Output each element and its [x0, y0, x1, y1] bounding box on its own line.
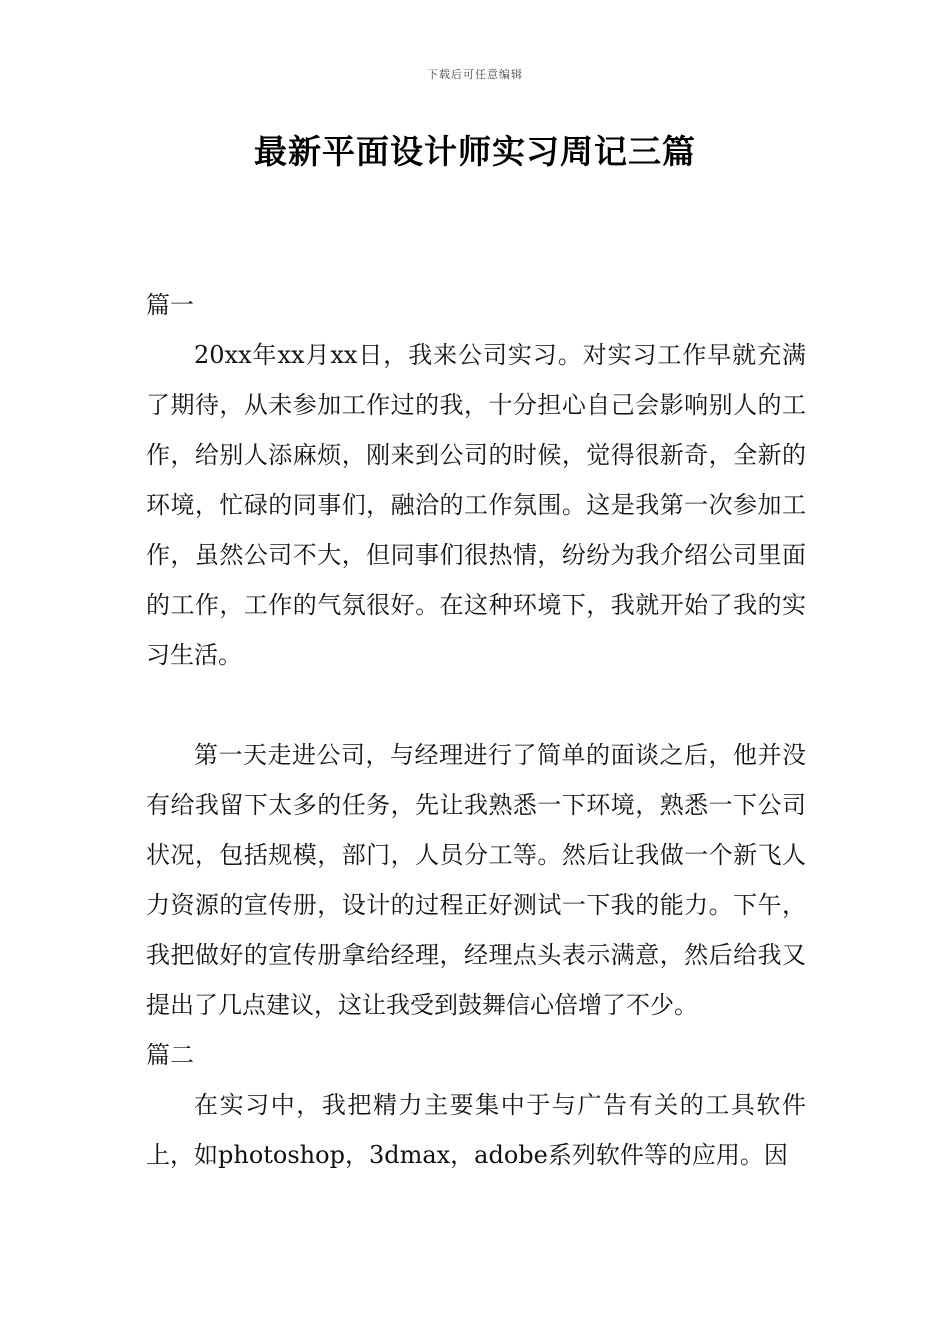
- paragraph-spacer: [146, 680, 806, 730]
- paragraph: 20xx年xx月xx日，我来公司实习。对实习工作早就充满了期待，从未参加工作过的我，十分担心自己会影响别人的工作，给别人添麻烦，刚来到公司的时候，觉得很新奇，全新的环境，忙碌的同事们，融洽的工作氛围。这是我第一次参加工作，虽然公司不大，但同事们很热情，纷纷为我介绍公司里面的工作，工作的气氛很好。在这种环境下，我就开始了我的实习生活。: [146, 341, 806, 669]
- section-heading-2: 篇二: [146, 1041, 194, 1069]
- section-heading-1: 篇一: [146, 291, 194, 319]
- page-header-note: 下载后可任意编辑: [427, 68, 523, 81]
- document-title: 最新平面设计师实习周记三篇: [254, 132, 696, 171]
- document-body: [146, 280, 806, 1180]
- paragraph: 在实习中，我把精力主要集中于与广告有关的工具软件上，如photoshop，3dmax，adobe系列软件等的应用。因: [146, 1091, 806, 1169]
- paragraph: 第一天走进公司，与经理进行了简单的面谈之后，他并没有给我留下太多的任务，先让我熟悉一下环境，熟悉一下公司状况，包括规模，部门，人员分工等。然后让我做一个新飞人力资源的宣传册，设计的过程正好测试一下我的能力。下午，我把做好的宣传册拿给经理，经理点头表示满意，然后给我又提出了几点建议，这让我受到鼓舞信心倍增了不少。: [146, 741, 806, 1019]
